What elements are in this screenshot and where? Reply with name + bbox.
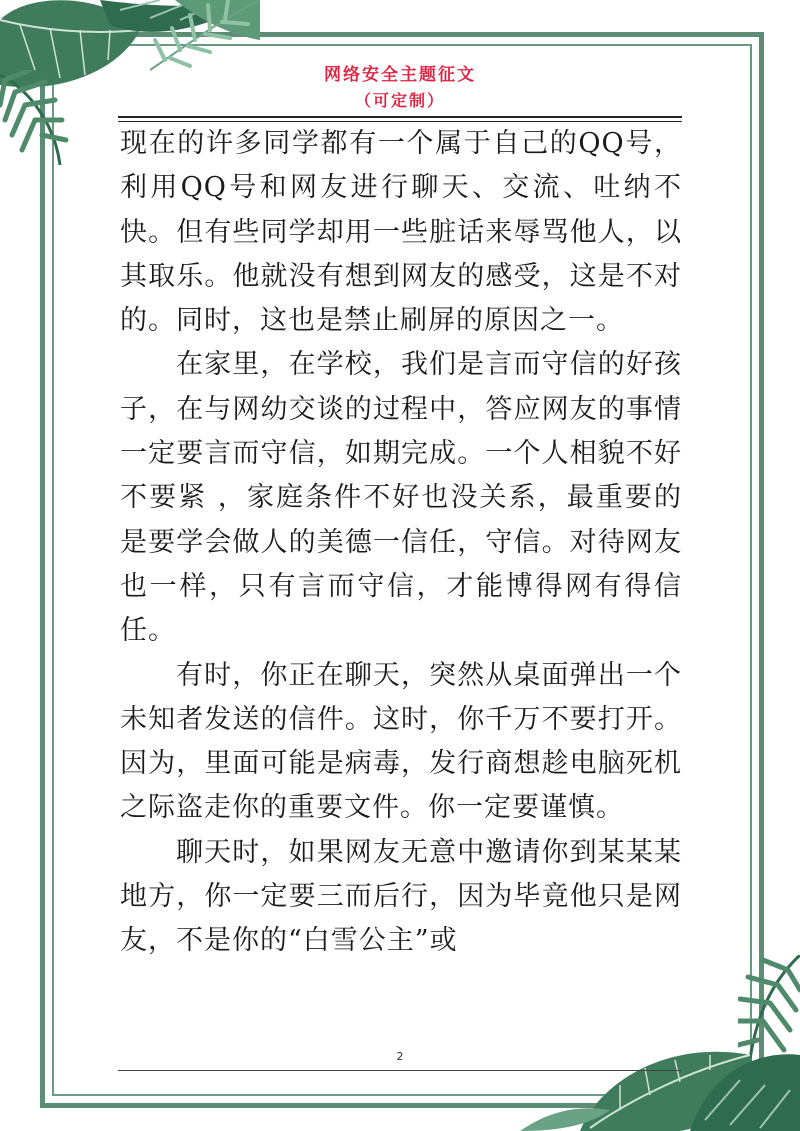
page-number: 2 bbox=[396, 1050, 404, 1063]
paragraph: 在家里，在学校，我们是言而守信的好孩子，在与网幼交谈的过程中，答应网友的事情一定要言而守信，如期完成。一个人相貌不好不要紧 ，家庭条件不好也没关系，最重要的是要学会做人的美德一信任，守信。对待网友也一样，只有言而守信，才能博得网有得信任。 bbox=[120, 349, 682, 647]
palm-leaf-left-icon bbox=[0, 70, 70, 170]
essay-body bbox=[120, 122, 682, 1012]
document-title: 网络安全主题征文 bbox=[324, 65, 476, 85]
paragraph: 聊天时，如果网友无意中邀请你到某某某地方，你一定要三而后行，因为毕竟他只是网友，不是你的“白雪公主”或 bbox=[120, 836, 682, 957]
document-subtitle: （可定制） bbox=[354, 91, 445, 110]
paragraph: 有时，你正在聊天，突然从桌面弹出一个未知者发送的信件。这时，你千万不要打开。因为，里面可能是病毒，发行商想趁电脑死机之际盗走你的重要文件。你一定要谨慎。 bbox=[120, 659, 682, 824]
footer-divider bbox=[118, 1070, 682, 1071]
paragraph: 现在的许多同学都有一个属于自己的QQ号，利用QQ号和网友进行聊天、交流、吐纳不快。但有些同学却用一些脏话来辱骂他人，以其取乐。他就没有想到网友的感受，这是不对的。同时，这也是禁止刷屏的原因之一。 bbox=[120, 128, 682, 337]
